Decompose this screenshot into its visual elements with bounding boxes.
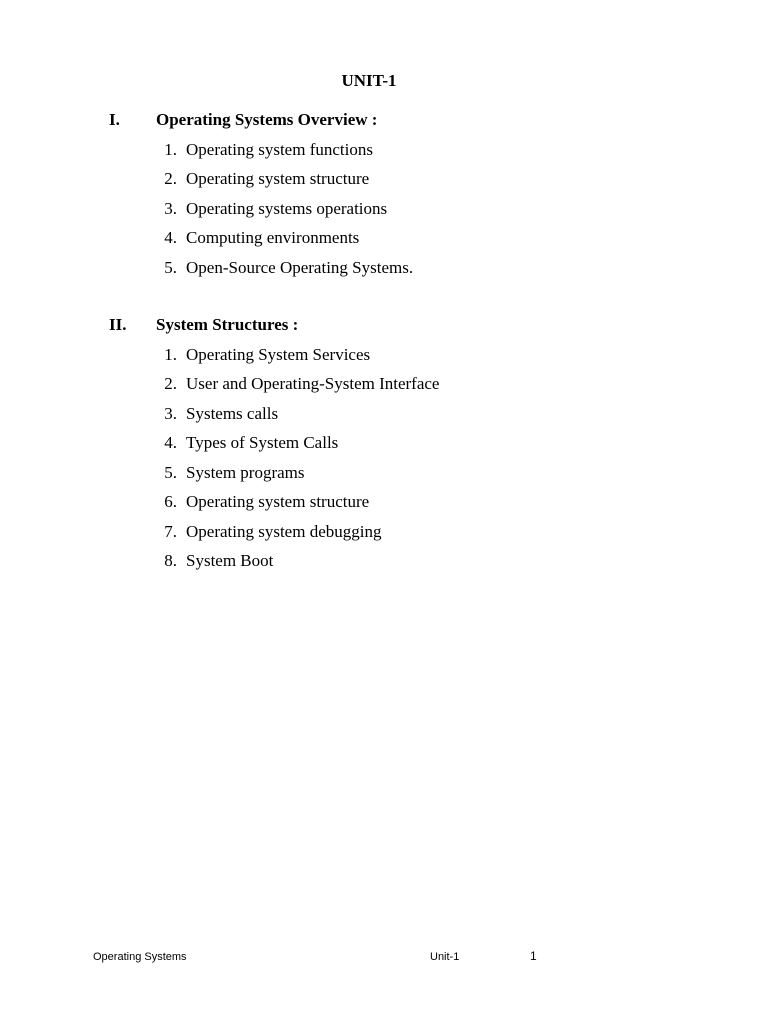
list-item-text: Operating system debugging bbox=[186, 521, 382, 541]
list-item-text: Computing environments bbox=[186, 228, 360, 247]
section-number: II. bbox=[109, 315, 127, 334]
list-item bbox=[0, 403, 768, 433]
section-title: System Structures : bbox=[156, 315, 299, 334]
footer-course-name: Operating Systems bbox=[93, 951, 187, 963]
footer-page-number: 1 bbox=[530, 949, 537, 963]
list-item-text: Operating System Services bbox=[186, 344, 371, 364]
list-item-number: 1. bbox=[164, 139, 177, 159]
list-item-number: 1. bbox=[164, 344, 177, 364]
list-item-text: Operating system structure bbox=[186, 169, 370, 188]
list-item bbox=[0, 139, 768, 169]
section-title: Operating Systems Overview : bbox=[156, 110, 378, 129]
page-title: UNIT-1 bbox=[341, 71, 397, 90]
section-heading bbox=[0, 314, 768, 336]
list-item-number: 3. bbox=[164, 403, 177, 423]
list-item-text: Operating system structure bbox=[186, 492, 370, 511]
list-item-text: Operating system functions bbox=[186, 139, 373, 159]
list-item bbox=[0, 198, 768, 228]
list-item-text: System Boot bbox=[186, 551, 274, 570]
list-item-text: User and Operating-System Interface bbox=[186, 374, 440, 393]
list-item-number: 2. bbox=[164, 169, 177, 188]
topic-list bbox=[0, 344, 768, 580]
list-item-text: Open-Source Operating Systems. bbox=[186, 257, 414, 277]
section-number: I. bbox=[109, 110, 120, 129]
section-operating-systems-overview bbox=[0, 109, 768, 286]
list-item bbox=[0, 373, 768, 403]
section-heading bbox=[0, 109, 768, 131]
list-item bbox=[0, 521, 768, 551]
list-item bbox=[0, 168, 768, 198]
list-item bbox=[0, 462, 768, 492]
topic-list bbox=[0, 139, 768, 287]
list-item-number: 4. bbox=[164, 433, 177, 452]
list-item-text: Types of System Calls bbox=[186, 433, 339, 452]
list-item-number: 5. bbox=[164, 257, 177, 277]
list-item bbox=[0, 257, 768, 287]
list-item-number: 4. bbox=[164, 228, 177, 247]
list-item-number: 5. bbox=[164, 462, 177, 482]
list-item bbox=[0, 227, 768, 257]
list-item bbox=[0, 344, 768, 374]
list-item-number: 8. bbox=[164, 551, 177, 570]
list-item-text: Systems calls bbox=[186, 403, 279, 423]
list-item-text: System programs bbox=[186, 462, 305, 482]
list-item-number: 3. bbox=[164, 198, 177, 218]
list-item bbox=[0, 491, 768, 521]
list-item-text: Operating systems operations bbox=[186, 198, 388, 218]
footer-unit-label: Unit-1 bbox=[430, 951, 460, 963]
list-item bbox=[0, 432, 768, 462]
list-item-number: 2. bbox=[164, 374, 177, 393]
section-system-structures bbox=[0, 314, 768, 580]
page-footer bbox=[0, 948, 768, 966]
list-item bbox=[0, 550, 768, 580]
list-item-number: 7. bbox=[164, 521, 177, 541]
list-item-number: 6. bbox=[164, 492, 177, 511]
